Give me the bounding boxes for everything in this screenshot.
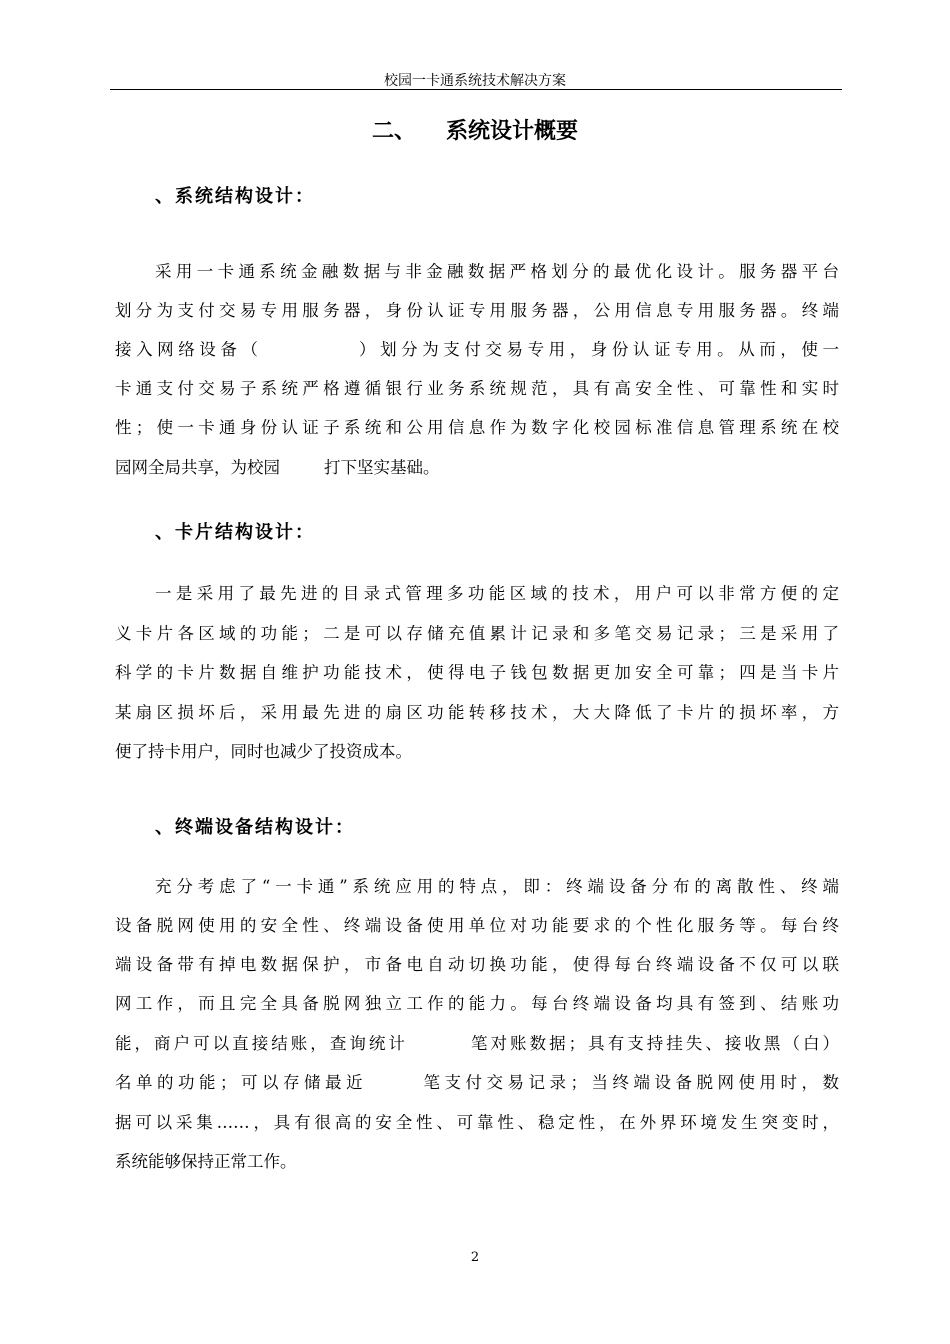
paragraph-line: 便了持卡用户，同时也减少了投资成本。 — [115, 742, 412, 761]
section-heading-terminal-structure: 、终端设备结构设计： — [155, 817, 355, 838]
paragraph-fragment: 能，商户可以直接结账，查询统计 — [115, 1034, 408, 1053]
paragraph-line: 科学的卡片数据自维护功能技术，使得电子钱包数据更加安全可靠；四是当卡片 — [115, 663, 839, 682]
chapter-title — [0, 114, 950, 145]
page-number: 2 — [470, 1250, 480, 1265]
paragraph-line: 采用一卡通系统金融数据与非金融数据严格划分的最优化设计。服务器平台 — [155, 262, 839, 281]
paragraph-line — [115, 340, 839, 360]
paragraph-line: 端设备带有掉电数据保护，市备电自动切换功能，使得每台终端设备不仅可以联 — [115, 955, 839, 974]
paragraph-line: 设备脱网使用的安全性、终端设备使用单位对功能要求的个性化服务等。每台终 — [115, 916, 839, 935]
section-heading-system-structure: 、系统结构设计： — [155, 186, 315, 207]
paragraph-fragment: 接入网络设备（ — [115, 340, 263, 359]
paragraph-fragment: 名单的功能；可以存储最近 — [115, 1073, 367, 1092]
paragraph-fragment: ）划分为支付交易专用，身份认证专用。从而，使一 — [354, 340, 840, 359]
chapter-title-text: 系统设计概要 — [446, 119, 579, 144]
paragraph-line: 划分为支付交易专用服务器，身份认证专用服务器，公用信息专用服务器。终端 — [115, 301, 839, 320]
paragraph-fragment: 打下坚实基础。 — [324, 458, 440, 477]
paragraph-line: 义卡片各区域的功能；二是可以存储充值累计记录和多笔交易记录；三是采用了 — [115, 624, 839, 643]
paragraph-fragment: 笔对账数据；具有支持挂失、接收黑（白） — [467, 1034, 840, 1053]
header-rule — [110, 89, 842, 90]
paragraph-line: 一是采用了最先进的目录式管理多功能区域的技术，用户可以非常方便的定 — [155, 584, 839, 603]
paragraph-line: 充分考虑了“一卡通”系统应用的特点，即：终端设备分布的离散性、终端 — [155, 877, 839, 896]
running-header: 校园一卡通系统技术解决方案 — [384, 73, 566, 89]
paragraph-line: 系统能够保持正常工作。 — [115, 1152, 297, 1171]
paragraph-line: 据可以采集……，具有很高的安全性、可靠性、稳定性，在外界环境发生突变时， — [115, 1113, 839, 1132]
paragraph-fragment: 园网全局共享，为校园 — [115, 458, 280, 477]
paragraph-line: 性；使一卡通身份认证子系统和公用信息作为数字化校园标准信息管理系统在校 — [115, 418, 839, 437]
paragraph-fragment: 笔支付交易记录；当终端设备脱网使用时，数 — [419, 1073, 839, 1092]
paragraph-line — [115, 1034, 839, 1054]
paragraph-line: 某扇区损坏后，采用最先进的扇区功能转移技术，大大降低了卡片的损坏率，方 — [115, 703, 839, 722]
paragraph-line — [115, 1073, 839, 1093]
paragraph-line: 网工作，而且完全具备脱网独立工作的能力。每台终端设备均具有签到、结账功 — [115, 994, 839, 1013]
chapter-number: 二、 — [371, 119, 416, 144]
section-heading-card-structure: 、卡片结构设计： — [155, 522, 315, 543]
paragraph-line: 卡通支付交易子系统严格遵循银行业务系统规范，具有高安全性、可靠性和实时 — [115, 379, 839, 398]
paragraph-line — [115, 458, 440, 478]
